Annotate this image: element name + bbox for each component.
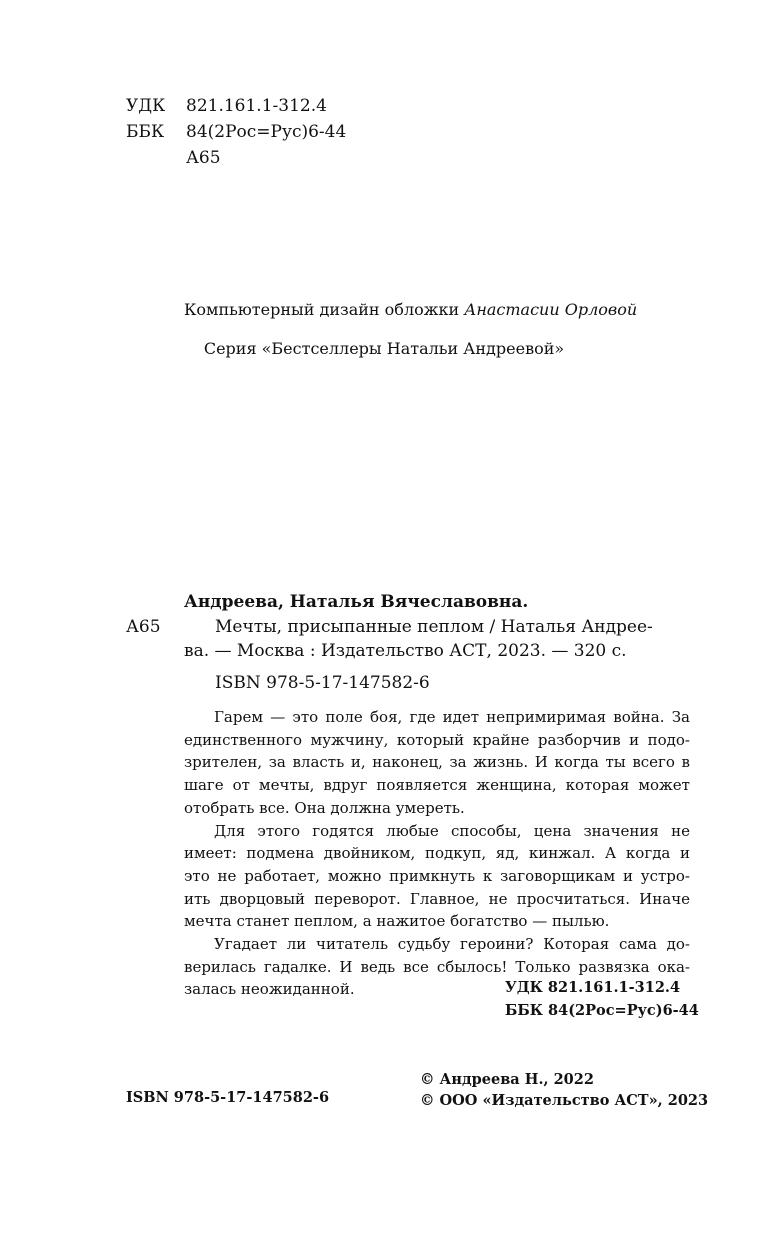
annotation-line: единственного мужчину, который крайне разборчив и подо- [184,730,690,749]
author-mark-top: А65 [186,148,221,168]
udk-value: 821.161.1-312.4 [186,96,327,116]
bbk-label: ББК [126,122,165,142]
annotation-line: это не работает, можно примкнуть к заговорщикам и устро- [184,866,690,885]
annotation-line: Для этого годятся любые способы, цена значения не [214,821,690,840]
udk-line [126,96,327,116]
annotation-line: Гарем — это поле боя, где идет непримиримая война. За [214,708,690,726]
cover-designer-name: Анастасии Орловой [464,300,638,319]
annotation-line: имеет: подмена двойником, подкуп, яд, кинжал. А когда и [184,844,690,863]
cover-design-prefix: Компьютерный дизайн обложки [184,300,460,319]
annotation-line: отобрать все. Она должна умереть. [184,798,465,817]
cover-design-credit [184,300,637,319]
copyright-author: © Андреева Н., 2022 [420,1071,594,1088]
copyright-publisher: © ООО «Издательство АСТ», 2023 [420,1092,709,1109]
footer-isbn: ISBN 978-5-17-147582-6 [126,1089,330,1106]
author-mark: А65 [126,617,161,637]
bottom-bbk: ББК 84(2Рос=Рус)6-44 [505,1002,699,1019]
annotation-line: зрителен, за власть и, наконец, за жизнь. И когда ты всего в [184,753,690,772]
annotation-line: мечта станет пеплом, а нажитое богатство — пылью. [184,912,610,931]
annotation-line: шаге от мечты, вдруг появляется женщина, которая может [184,776,690,795]
description-line-2: ва. — Москва : Издательство АСТ, 2023. — 320 с. [184,641,627,661]
annotation-line: ить дворцовый переворот. Главное, не просчитаться. Иначе [184,889,690,908]
author-heading: Андреева, Наталья Вячеславовна. [184,592,529,612]
bbk-line [126,122,346,142]
annotation [184,706,690,1001]
description-line-1: Мечты, присыпанные пеплом / Наталья Андрее- [215,617,653,637]
bbk-value: 84(2Рос=Рус)6-44 [186,122,347,142]
annotation-line: Угадает ли читатель судьбу героини? Которая сама до- [214,935,690,954]
annotation-line: верилась гадалке. И ведь все сбылось! Только развязка ока- [184,957,690,976]
annotation-line: залась неожиданной. [184,980,355,999]
bottom-udk: УДК 821.161.1-312.4 [505,979,681,996]
udk-label: УДК [126,96,166,116]
series-line: Серия «Бестселлеры Натальи Андреевой» [203,339,565,358]
isbn-record: ISBN 978-5-17-147582-6 [215,673,430,693]
